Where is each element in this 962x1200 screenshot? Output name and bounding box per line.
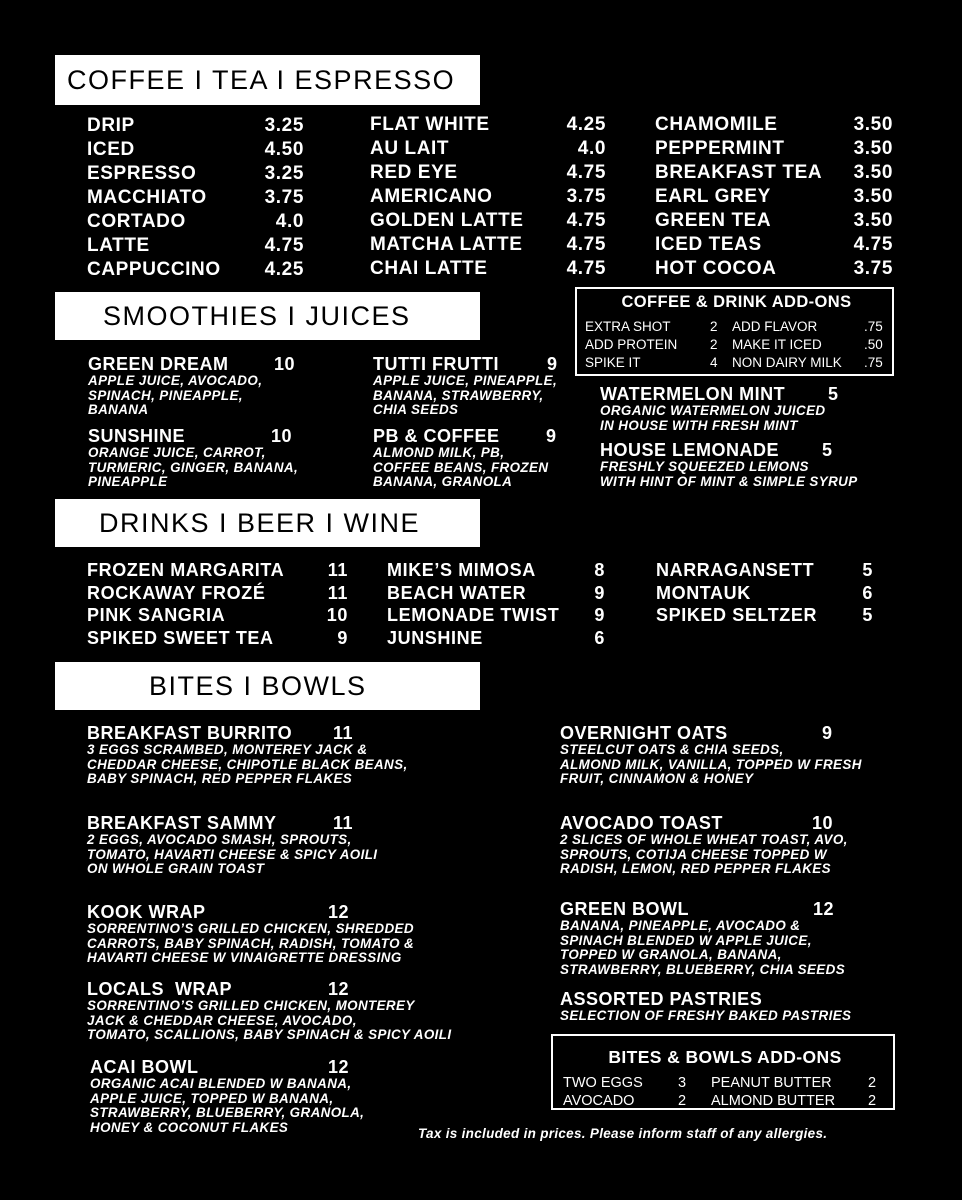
menu-item <box>87 138 304 162</box>
item-name: DRIP <box>87 115 135 136</box>
item-name: ACAI BOWL <box>90 1057 199 1077</box>
item-price: 9 <box>594 582 605 603</box>
item-price: 11 <box>333 723 354 743</box>
item-price: 4.0 <box>577 138 606 159</box>
addon-price: .75 <box>864 319 883 334</box>
menu-item <box>87 559 348 582</box>
item-description: ALMOND MILK, PB, COFFEE BEANS, FROZEN BANANA, GRANOLA <box>373 445 549 489</box>
menu-item <box>370 209 606 233</box>
item-description: ORGANIC WATERMELON JUICED IN HOUSE WITH FRESH MINT <box>600 403 826 433</box>
item-name: CHAI LATTE <box>370 258 488 279</box>
item-price: 9 <box>822 723 833 743</box>
item-name: HOUSE LEMONADE <box>600 440 780 460</box>
drinks-column-3 <box>656 559 873 627</box>
item-price: 9 <box>594 605 605 625</box>
addon-name: PEANUT BUTTER <box>711 1075 832 1091</box>
addon-row <box>563 1092 887 1110</box>
item-description: APPLE JUICE, PINEAPPLE, BANANA, STRAWBERRY, CHIA SEEDS <box>373 373 558 417</box>
item-price: 5 <box>828 384 839 404</box>
menu-item <box>87 814 377 877</box>
item-description: STEELCUT OATS & CHIA SEEDS, ALMOND MILK, VANILLA, TOPPED W FRESH FRUIT, CINNAMON & HONEY <box>560 742 862 786</box>
coffee-column-2 <box>370 113 606 281</box>
addon-name: EXTRA SHOT <box>585 319 671 334</box>
item-name: ICED <box>87 139 135 160</box>
item-price: 10 <box>812 813 834 833</box>
menu-item <box>87 210 304 234</box>
item-name: WATERMELON MINT <box>600 384 786 404</box>
item-name: ROCKAWAY FROZÉ <box>87 582 266 603</box>
menu-item <box>656 582 873 605</box>
drinks-section-header <box>55 499 480 547</box>
item-description: 2 SLICES OF WHOLE WHEAT TOAST, AVO, SPROUTS, COTIJA CHEESE TOPPED W RADISH, LEMON, RED PEPPER FLAKES <box>560 832 848 876</box>
item-price: 4.75 <box>853 234 893 255</box>
item-price: 3.25 <box>264 115 304 136</box>
item-price: 12 <box>813 899 835 919</box>
addon-name: AVOCADO <box>563 1093 635 1109</box>
addon-price: 4 <box>710 355 718 370</box>
menu-item <box>655 185 893 209</box>
bites-section-header <box>55 662 480 710</box>
menu-item <box>600 441 858 489</box>
item-price: 5 <box>822 440 833 460</box>
item-price: 11 <box>327 560 348 580</box>
menu-item <box>656 559 873 582</box>
item-price: 3.25 <box>264 163 304 184</box>
item-name: BREAKFAST BURRITO <box>87 723 293 743</box>
item-name: PINK SANGRIA <box>87 605 226 625</box>
menu-item <box>655 161 893 185</box>
item-price: 3.50 <box>853 162 893 183</box>
item-description: SORRENTINO’S GRILLED CHICKEN, SHREDDED CARROTS, BABY SPINACH, RADISH, TOMATO & HAVARTI CHEESE W VINAIGRETTE DRESSING <box>87 921 415 965</box>
item-price: 10 <box>274 354 296 374</box>
item-name: GOLDEN LATTE <box>370 210 524 231</box>
item-name: LEMONADE TWIST <box>387 605 560 625</box>
smoothies-section-header <box>55 292 480 340</box>
item-name: BEACH WATER <box>387 582 527 603</box>
drinks-column-1 <box>87 559 348 649</box>
menu-item <box>655 137 893 161</box>
item-name: MATCHA LATTE <box>370 234 523 255</box>
menu-item <box>87 162 304 186</box>
menu-item <box>88 427 298 490</box>
menu-item <box>560 814 848 877</box>
item-price: 11 <box>333 813 354 833</box>
addon-name: SPIKE IT <box>585 355 641 370</box>
item-description: SORRENTINO’S GRILLED CHICKEN, MONTEREY JACK & CHEDDAR CHEESE, AVOCADO, TOMATO, SCALLIONS, BABY SPINACH & SPICY AOILI <box>87 998 452 1042</box>
addon-name: ADD FLAVOR <box>732 319 818 334</box>
menu-item <box>600 384 839 433</box>
menu-item <box>370 113 606 137</box>
bites-section-title: BITES I BOWLS <box>149 670 367 701</box>
item-name: MIKE’S MIMOSA <box>387 560 536 580</box>
item-description: ORANGE JUICE, CARROT, TURMERIC, GINGER, BANANA, PINEAPPLE <box>88 445 299 489</box>
item-name: PEPPERMINT <box>655 138 785 159</box>
item-name: AU LAIT <box>370 138 450 159</box>
bites-addons-box <box>551 1034 895 1110</box>
menu-item <box>88 354 296 418</box>
menu-item <box>370 185 606 209</box>
item-price: 5 <box>862 605 873 625</box>
drink-addons-title: COFFEE & DRINK ADD-ONS <box>621 293 852 311</box>
item-name: ICED TEAS <box>655 234 762 255</box>
item-price: 4.25 <box>566 114 606 135</box>
item-price: 10 <box>271 426 293 446</box>
item-name: RED EYE <box>370 162 458 183</box>
menu-item <box>655 257 893 281</box>
item-name: BREAKFAST SAMMY <box>87 813 277 833</box>
menu-item <box>656 604 873 627</box>
menu-item <box>370 161 606 185</box>
item-price: 3.50 <box>853 138 893 159</box>
menu-item <box>655 113 893 137</box>
item-name: ESPRESSO <box>87 163 197 184</box>
menu-item <box>87 186 304 210</box>
item-description: BANANA, PINEAPPLE, AVOCADO & SPINACH BLENDED W APPLE JUICE, TOPPED W GRANOLA, BANANA, STRAWBERRY, BLUEBERRY, CHIA SEEDS <box>560 918 846 977</box>
item-price: 3.75 <box>264 187 304 208</box>
item-price: 5 <box>862 560 873 580</box>
menu-item <box>387 582 605 605</box>
coffee-section-header <box>55 55 480 105</box>
item-name: NARRAGANSETT <box>656 560 815 580</box>
item-description: APPLE JUICE, AVOCADO, SPINACH, PINEAPPLE, BANANA <box>88 373 263 417</box>
item-price: 4.75 <box>566 234 606 255</box>
item-name: AMERICANO <box>370 186 493 207</box>
menu-item <box>387 559 605 582</box>
item-name: KOOK WRAP <box>87 902 206 922</box>
item-name: GREEN TEA <box>655 210 772 231</box>
menu-item <box>373 355 557 418</box>
menu-item <box>87 980 451 1043</box>
menu-item <box>560 990 851 1024</box>
addon-price: 2 <box>868 1093 877 1109</box>
addon-price: .50 <box>864 337 883 352</box>
item-price: 3.50 <box>853 114 893 135</box>
menu-item <box>370 257 606 281</box>
drinks-section-title: DRINKS I BEER I WINE <box>99 507 421 538</box>
item-price: 12 <box>328 979 350 999</box>
item-price: 4.75 <box>566 210 606 231</box>
item-description: 3 EGGS SCRAMBED, MONTEREY JACK & CHEDDAR CHEESE, CHIPOTLE BLACK BEANS, BABY SPINACH, RED PEPPER FLAKES <box>87 742 408 786</box>
item-name: LATTE <box>87 235 150 256</box>
item-price: 4.75 <box>264 235 304 256</box>
addon-name: ADD PROTEIN <box>585 337 678 352</box>
item-price: 6 <box>862 582 873 603</box>
menu-item <box>90 1058 364 1135</box>
coffee-column-1 <box>87 114 304 282</box>
addon-row <box>585 318 888 336</box>
addon-price: 3 <box>678 1075 687 1091</box>
smoothies-section-title: SMOOTHIES I JUICES <box>103 300 411 331</box>
item-price: 4.75 <box>566 162 606 183</box>
item-description: SELECTION OF FRESHY BAKED PASTRIES <box>560 1008 852 1023</box>
item-price: 10 <box>326 605 348 625</box>
addon-row <box>585 354 888 372</box>
menu-item <box>87 724 408 787</box>
addon-name: TWO EGGS <box>563 1075 643 1091</box>
addon-price: 2 <box>710 337 718 352</box>
item-name: GREEN DREAM <box>88 354 229 374</box>
item-price: 12 <box>328 902 350 922</box>
item-description: 2 EGGS, AVOCADO SMASH, SPROUTS, TOMATO, HAVARTI CHEESE & SPICY AOILI ON WHOLE GRAIN TOAST <box>87 832 378 876</box>
item-name: BREAKFAST TEA <box>655 162 823 183</box>
menu-item <box>387 627 605 650</box>
menu-item <box>87 114 304 138</box>
coffee-column-3 <box>655 113 893 281</box>
item-name: SUNSHINE <box>88 426 186 446</box>
item-price: 4.50 <box>264 139 304 160</box>
item-name: GREEN BOWL <box>560 899 689 919</box>
menu-item <box>87 604 348 627</box>
addon-price: 2 <box>710 319 718 334</box>
item-price: 8 <box>594 560 605 580</box>
item-name: CAPPUCCINO <box>87 259 221 280</box>
menu-item <box>560 900 845 977</box>
item-price: 4.25 <box>264 259 304 280</box>
item-name: PB & COFFEE <box>373 426 500 446</box>
item-price: 9 <box>547 354 558 374</box>
menu-item <box>387 604 605 627</box>
addon-name: MAKE IT ICED <box>732 337 822 352</box>
item-name: FROZEN MARGARITA <box>87 560 285 580</box>
menu-item <box>87 258 304 282</box>
menu-item <box>87 903 414 966</box>
item-name: OVERNIGHT OATS <box>560 723 728 743</box>
item-name: AVOCADO TOAST <box>560 813 723 833</box>
menu-item <box>560 724 862 787</box>
item-price: 6 <box>594 627 605 648</box>
item-name: SPIKED SWEET TEA <box>87 627 274 648</box>
menu-item <box>87 234 304 258</box>
item-name: MACCHIATO <box>87 187 207 208</box>
menu-item <box>373 426 557 490</box>
addon-price: 2 <box>868 1075 877 1091</box>
addon-price: .75 <box>864 355 883 370</box>
item-price: 4.0 <box>275 211 304 232</box>
item-name: ASSORTED PASTRIES <box>560 989 763 1009</box>
addon-name: ALMOND BUTTER <box>711 1093 836 1109</box>
item-price: 3.75 <box>853 258 893 279</box>
allergy-note: Tax is included in prices. Please inform staff of any allergies. <box>418 1126 828 1141</box>
item-description: ORGANIC ACAI BLENDED W BANANA, APPLE JUICE, TOPPED W BANANA, STRAWBERRY, BLUEBERRY, GRANOLA, HONEY & COCONUT FLAKES <box>90 1076 365 1135</box>
item-name: HOT COCOA <box>655 258 777 279</box>
addon-price: 2 <box>678 1093 687 1109</box>
menu-item <box>655 233 893 257</box>
addon-name: NON DAIRY MILK <box>732 355 842 370</box>
menu-item <box>87 582 348 605</box>
item-name: EARL GREY <box>655 186 771 207</box>
menu-item <box>655 209 893 233</box>
item-name: MONTAUK <box>656 582 751 603</box>
item-price: 9 <box>546 426 557 446</box>
item-name: TUTTI FRUTTI <box>373 354 499 374</box>
item-name: FLAT WHITE <box>370 114 490 135</box>
bites-addons-title: BITES & BOWLS ADD-ONS <box>608 1047 842 1067</box>
drink-addons-box <box>575 287 894 376</box>
item-name: CHAMOMILE <box>655 114 778 135</box>
menu-item <box>370 233 606 257</box>
drinks-column-2 <box>387 559 605 649</box>
item-name: SPIKED SELTZER <box>656 605 818 625</box>
item-name: JUNSHINE <box>387 627 483 648</box>
item-name: LOCALS WRAP <box>87 979 232 999</box>
item-price: 9 <box>337 627 348 648</box>
item-description: FRESHLY SQUEEZED LEMONS WITH HINT OF MINT & SIMPLE SYRUP <box>600 459 858 489</box>
menu-item <box>87 627 348 650</box>
item-price: 3.50 <box>853 186 893 207</box>
item-name: CORTADO <box>87 211 186 232</box>
item-price: 3.75 <box>566 186 606 207</box>
addon-row <box>563 1074 887 1092</box>
item-price: 12 <box>328 1057 350 1077</box>
item-price: 4.75 <box>566 258 606 279</box>
coffee-section-title: COFFEE I TEA I ESPRESSO <box>67 64 456 95</box>
item-price: 3.50 <box>853 210 893 231</box>
item-price: 11 <box>327 582 348 603</box>
addon-row <box>585 336 888 354</box>
menu-item <box>370 137 606 161</box>
